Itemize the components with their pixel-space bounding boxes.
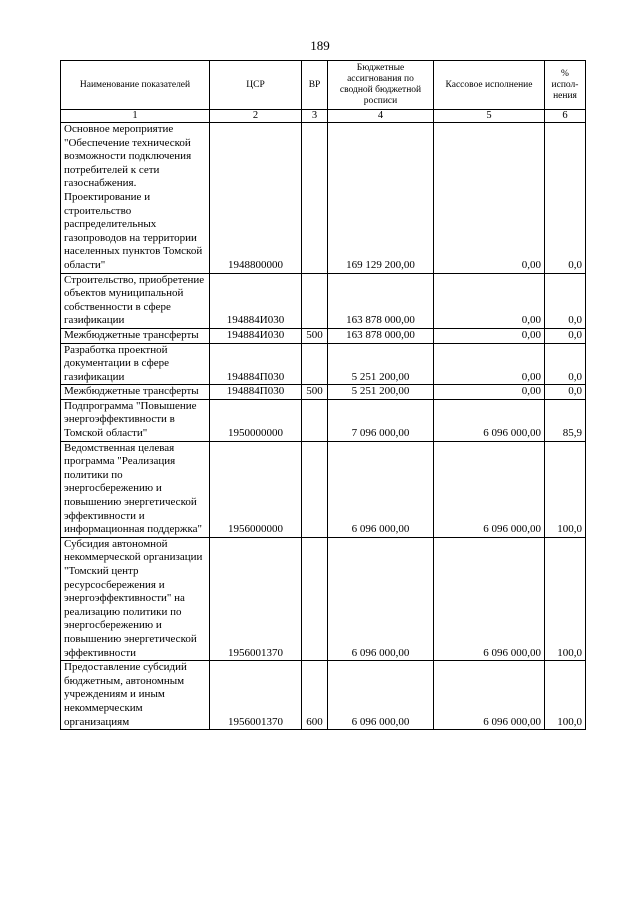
row-name: Межбюджетные трансферты (61, 385, 210, 400)
table-row (61, 661, 586, 730)
row-vr (302, 399, 328, 441)
row-budget: 6 096 000,00 (328, 441, 434, 537)
header-row (61, 61, 586, 110)
row-name: Ведомственная целевая программа "Реализация политики по энергосбережению и повышению энергетической эффективности и информационная поддержка" (61, 441, 210, 537)
row-vr (302, 123, 328, 274)
row-name: Подпрограмма "Повышение энергоэффективности в Томской области" (61, 399, 210, 441)
row-executed: 0,00 (434, 123, 545, 274)
row-vr (302, 343, 328, 385)
row-budget: 5 251 200,00 (328, 385, 434, 400)
row-csr: 1956001370 (210, 661, 302, 730)
row-vr (302, 537, 328, 660)
row-csr: 1956000000 (210, 441, 302, 537)
column-number-row (61, 110, 586, 123)
row-name: Основное мероприятие "Обеспечение технической возможности подключения потребителей к сети газоснабжения. Проектирование и строительство распределительных газопроводов на территории населенных пунктов Томской области" (61, 123, 210, 274)
row-csr: 1948800000 (210, 123, 302, 274)
table-row (61, 123, 586, 274)
row-csr: 194884П030 (210, 343, 302, 385)
row-executed: 0,00 (434, 385, 545, 400)
row-percent: 85,9 (545, 399, 586, 441)
row-name: Межбюджетные трансферты (61, 328, 210, 343)
row-name: Предоставление субсидий бюджетным, автономным учреждениям и иным некоммерческим организациям (61, 661, 210, 730)
column-number: 2 (210, 110, 302, 123)
row-budget: 169 129 200,00 (328, 123, 434, 274)
row-csr: 1956001370 (210, 537, 302, 660)
table-body (61, 123, 586, 730)
row-percent: 100,0 (545, 441, 586, 537)
row-name: Субсидия автономной некоммерческой организации "Томский центр ресурсосбережения и энергоэффективности" на реализацию политики по энергосбережению и повышению энергетической эффективности (61, 537, 210, 660)
table-row (61, 273, 586, 328)
row-percent: 0,0 (545, 273, 586, 328)
row-executed: 0,00 (434, 328, 545, 343)
row-vr: 600 (302, 661, 328, 730)
row-percent: 0,0 (545, 328, 586, 343)
header-budget: Бюджетные ассигнования по сводной бюджетной росписи (328, 61, 434, 110)
page-number: 189 (310, 38, 330, 53)
table-row (61, 385, 586, 400)
row-budget: 163 878 000,00 (328, 273, 434, 328)
header-percent: % испол-нения (545, 61, 586, 110)
table-row (61, 343, 586, 385)
row-percent: 100,0 (545, 661, 586, 730)
row-vr: 500 (302, 328, 328, 343)
column-number: 1 (61, 110, 210, 123)
row-name: Разработка проектной документации в сфере газификации (61, 343, 210, 385)
table-row (61, 399, 586, 441)
row-budget: 6 096 000,00 (328, 661, 434, 730)
column-number: 5 (434, 110, 545, 123)
row-executed: 6 096 000,00 (434, 537, 545, 660)
row-percent: 0,0 (545, 123, 586, 274)
row-budget: 5 251 200,00 (328, 343, 434, 385)
row-executed: 0,00 (434, 343, 545, 385)
row-vr (302, 273, 328, 328)
header-executed: Кассовое исполнение (434, 61, 545, 110)
header-vr: ВР (302, 61, 328, 110)
row-csr: 194884И030 (210, 328, 302, 343)
row-csr: 1950000000 (210, 399, 302, 441)
column-number: 6 (545, 110, 586, 123)
row-csr: 194884П030 (210, 385, 302, 400)
budget-table (60, 60, 586, 730)
row-executed: 6 096 000,00 (434, 661, 545, 730)
table-row (61, 537, 586, 660)
row-executed: 6 096 000,00 (434, 399, 545, 441)
row-budget: 6 096 000,00 (328, 537, 434, 660)
row-vr: 500 (302, 385, 328, 400)
table-row (61, 328, 586, 343)
row-name: Строительство, приобретение объектов муниципальной собственности в сфере газификации (61, 273, 210, 328)
table-row (61, 441, 586, 537)
row-csr: 194884И030 (210, 273, 302, 328)
row-executed: 6 096 000,00 (434, 441, 545, 537)
row-executed: 0,00 (434, 273, 545, 328)
row-percent: 100,0 (545, 537, 586, 660)
row-budget: 7 096 000,00 (328, 399, 434, 441)
row-vr (302, 441, 328, 537)
column-number: 3 (302, 110, 328, 123)
header-csr: ЦСР (210, 61, 302, 110)
row-budget: 163 878 000,00 (328, 328, 434, 343)
column-number: 4 (328, 110, 434, 123)
row-percent: 0,0 (545, 343, 586, 385)
header-name: Наименование показателей (61, 61, 210, 110)
row-percent: 0,0 (545, 385, 586, 400)
